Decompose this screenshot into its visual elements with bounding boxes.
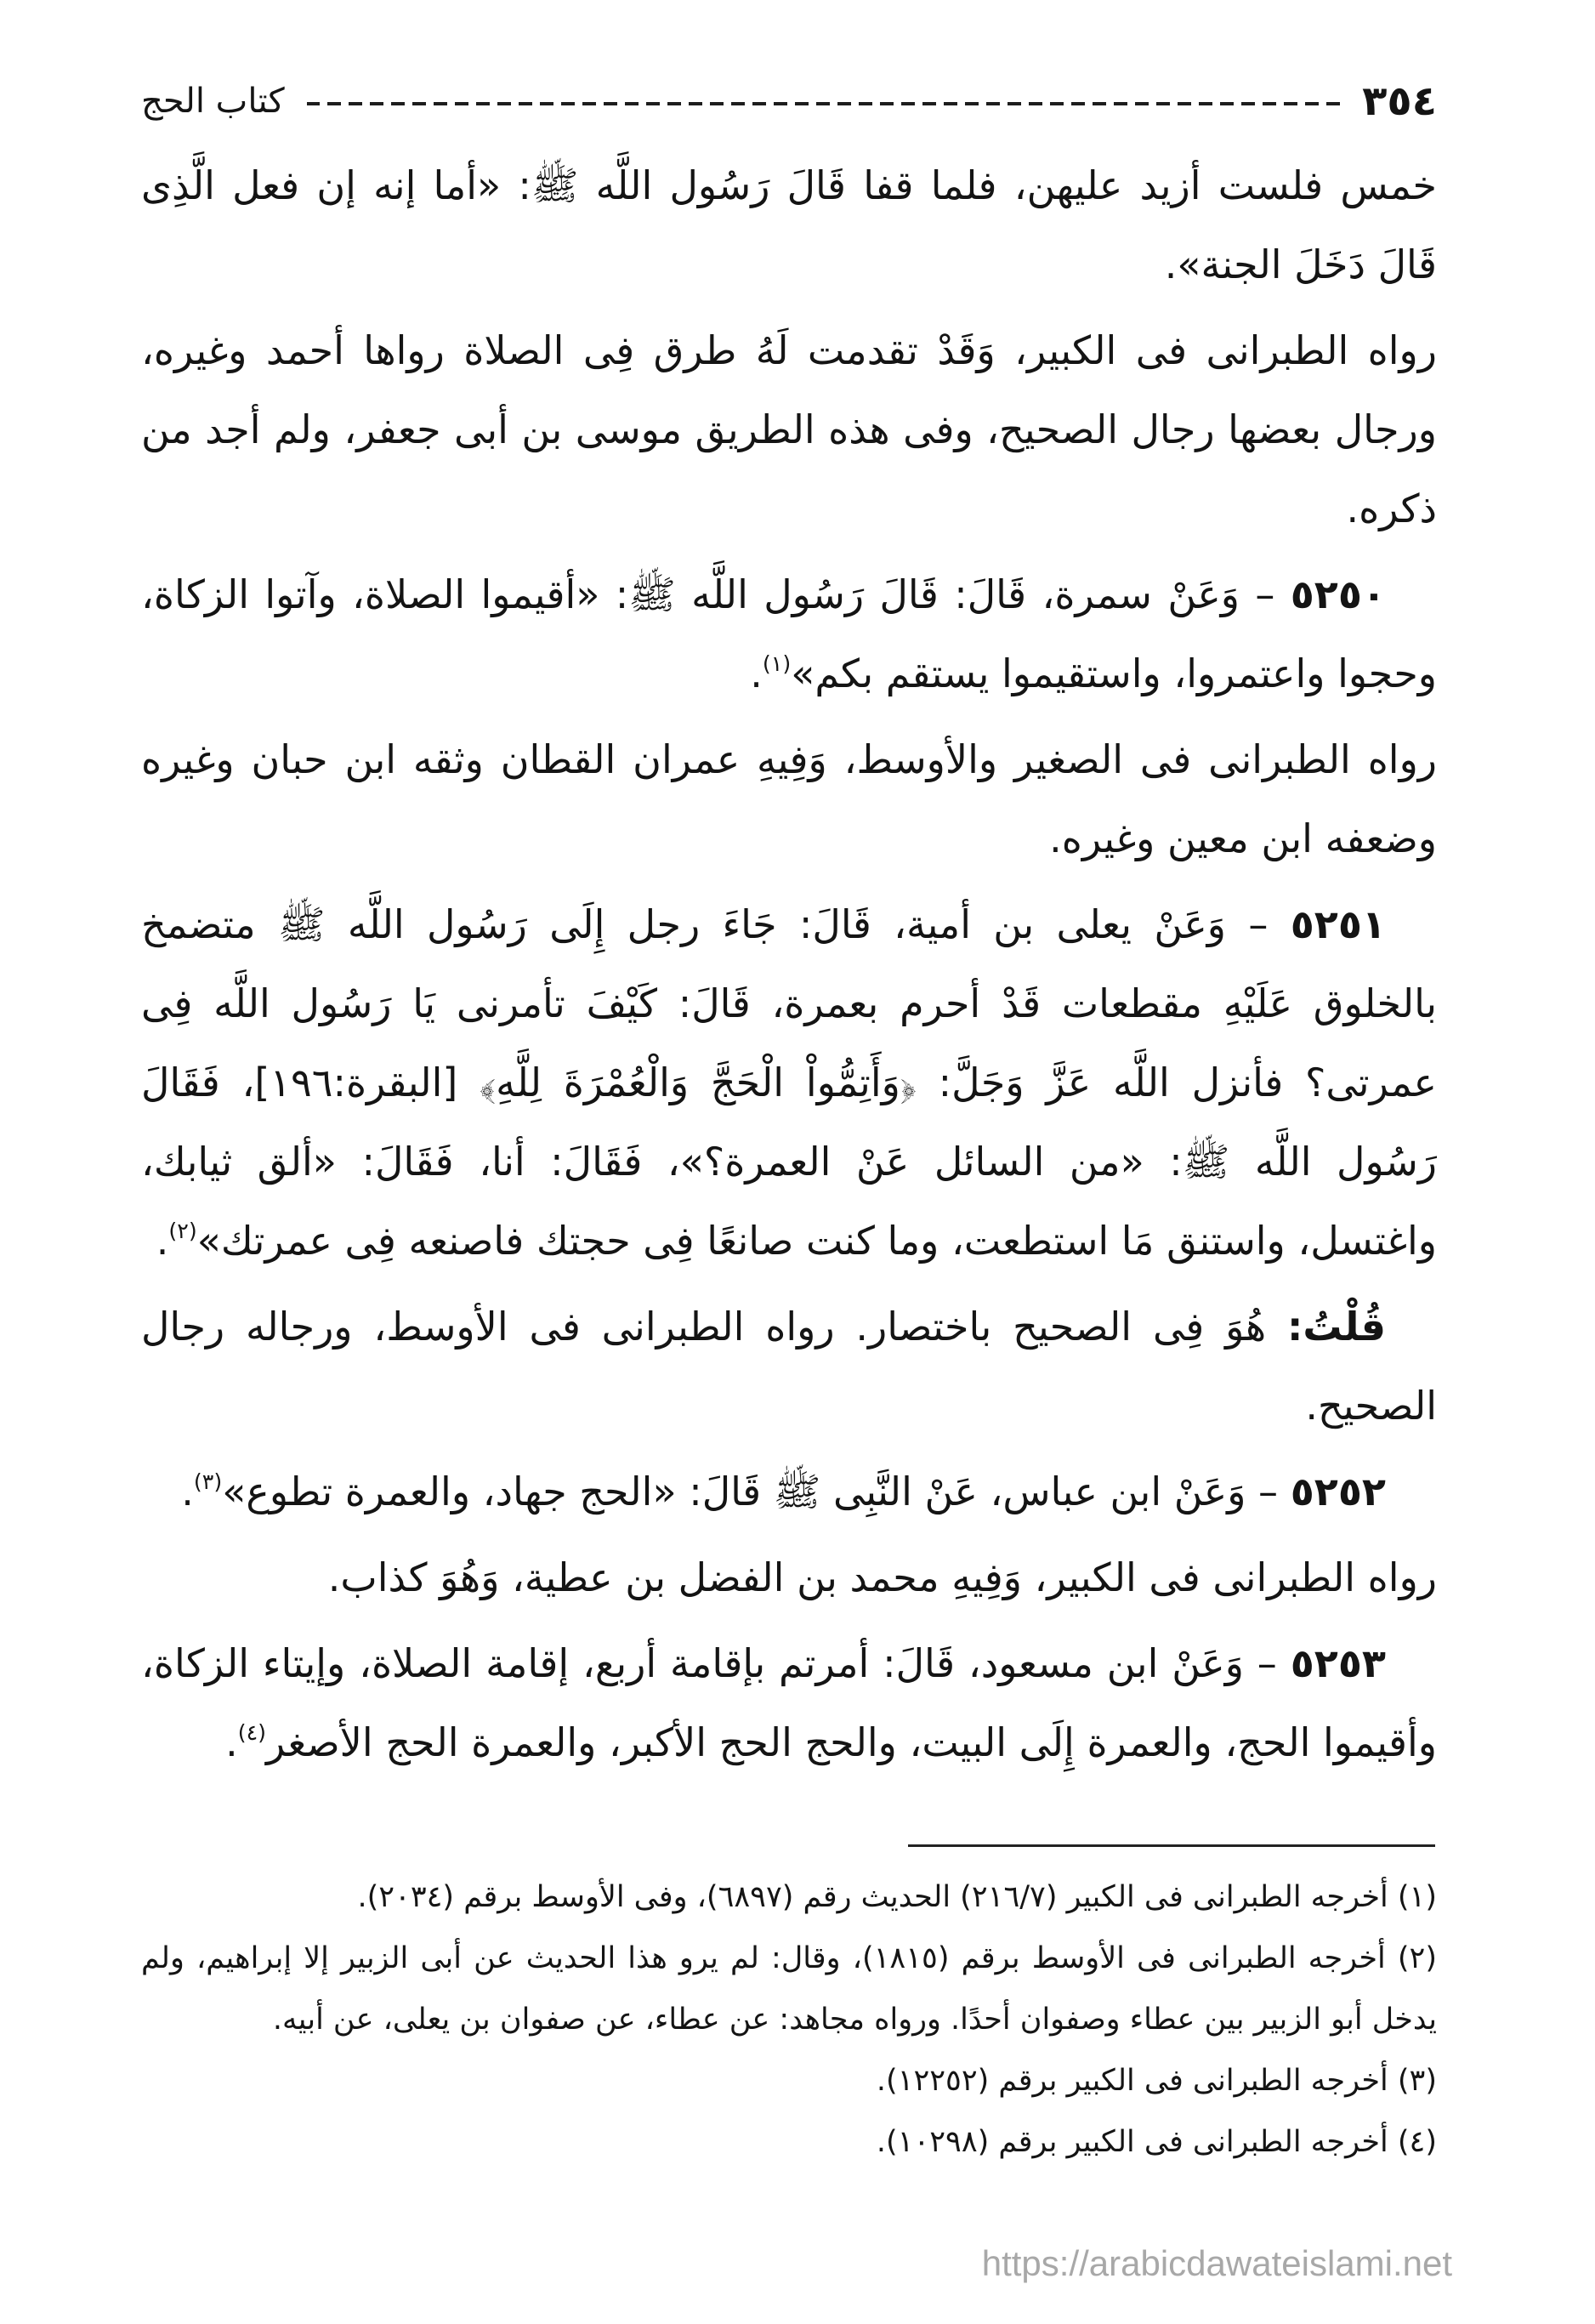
sentence-end: . bbox=[225, 1719, 238, 1765]
footnotes bbox=[141, 1867, 1437, 2239]
running-header bbox=[141, 75, 1437, 128]
footnote-3: (٣) أخرجه الطبرانى فى الكبير برقم (١٢٢٥٢). bbox=[876, 2064, 1437, 2098]
sentence-end: . bbox=[750, 651, 763, 696]
lead-word: قُلْتُ: bbox=[1287, 1304, 1387, 1350]
continuation-paragraph bbox=[141, 146, 1437, 304]
hadith-text: – وَعَنْ يعلى بن أمية، قَالَ: جَاءَ رجل إِلَى رَسُول اللَّه ﷺ متضمخ بالخلوق عَلَيْهِ مقطعات قَدْ أحرم بعمرة، قَالَ: كَيْفَ تأمرنى يَا رَسُول اللَّه فِى عمرتى؟ فأنزل اللَّه عَزَّ وَجَلَّ: ﴿وَأَتِمُّواْ الْحَجَّ وَالْعُمْرَةَ لِلَّهِ﴾ [البقرة:١٩٦]، فَقَالَ رَسُول اللَّه ﷺ: «من السائل عَنْ العمرة؟»، فَقَالَ: أنا، فَقَالَ: «ألق ثيابك، واغتسل، واستنق مَا استطعت، وما كنت صانعًا فِى حجتك فاصنعه فِى عمرتك» bbox=[141, 901, 1437, 1264]
hadith-5252 bbox=[141, 1452, 1437, 1531]
paragraph-text: خمس فلست أزيد عليهن، فلما قفا قَالَ رَسُول اللَّه ﷺ: «أما إنه إن فعل الَّذِى قَالَ دَخَلَ الجنة». bbox=[141, 162, 1437, 287]
hadith-number: ٥٢٥٠ bbox=[1290, 571, 1386, 617]
footnote-ref: (٣) bbox=[193, 1469, 223, 1495]
hadith-number: ٥٢٥١ bbox=[1290, 901, 1387, 947]
paragraph-text: رواه الطبرانى فى الكبير، وَقَدْ تقدمت لَهُ طرق فِى الصلاة رواها أحمد وغيره، ورجال بعضها رجال الصحيح، وفى هذه الطريق موسى بن أبى جعفر، ولم أجد من ذكره. bbox=[141, 327, 1437, 531]
hadith-text: – وَعَنْ سمرة، قَالَ: قَالَ رَسُول اللَّه ﷺ: «أقيموا الصلاة، وآتوا الزكاة، وحجوا واعتمروا، واستقيموا يستقم بكم» bbox=[141, 571, 1437, 696]
running-title: كتاب الحج bbox=[141, 82, 285, 121]
commentary-paragraph bbox=[141, 1538, 1437, 1617]
hadith-5250 bbox=[141, 555, 1437, 713]
footnote-ref: (٤) bbox=[237, 1720, 267, 1746]
sentence-end: . bbox=[156, 1218, 169, 1264]
hadith-text: – وَعَنْ ابن عباس، عَنْ النَّبِى ﷺ قَالَ: «الحج جهاد، والعمرة تطوع» bbox=[222, 1469, 1279, 1514]
page-number: ٣٥٤ bbox=[1362, 77, 1437, 125]
paragraph-text: رواه الطبرانى فى الصغير والأوسط، وَفِيهِ عمران القطان وثقه ابن حبان وغيره وضعفه ابن معين وغيره. bbox=[141, 736, 1437, 861]
footnote-separator bbox=[908, 1844, 1435, 1847]
hadith-number: ٥٢٥٢ bbox=[1290, 1469, 1386, 1514]
hadith-text: – وَعَنْ ابن مسعود، قَالَ: أمرتم بإقامة أربع، إقامة الصلاة، وإيتاء الزكاة، وأقيموا الحج، والعمرة إِلَى البيت، والحج الحج الأكبر، والعمرة الحج الأصغر bbox=[141, 1640, 1437, 1765]
footnote-4: (٤) أخرجه الطبرانى فى الكبير برقم (١٠٢٩٨). bbox=[876, 2125, 1437, 2159]
paragraph-text: رواه الطبرانى فى الكبير، وَفِيهِ محمد بن الفضل بن عطية، وَهُوَ كذاب. bbox=[327, 1554, 1437, 1600]
commentary-paragraph bbox=[141, 311, 1437, 548]
hadith-5251 bbox=[141, 885, 1437, 1281]
commentary-paragraph bbox=[141, 720, 1437, 878]
footnote-1: (١) أخرجه الطبرانى فى الكبير (٢١٦/٧) الحديث رقم (٦٨٩٧)، وفى الأوسط برقم (٢٠٣٤). bbox=[357, 1880, 1437, 1914]
commentary-paragraph bbox=[141, 1287, 1437, 1446]
watermark-url: https://arabicdawateislami.net bbox=[981, 2243, 1452, 2283]
footnote-2: (٢) أخرجه الطبرانى فى الأوسط برقم (١٨١٥)، وقال: لم يرو هذا الحديث عن أبى الزبير إلا إبراهيم، ولم يدخل أبو الزبير بين عطاء وصفوان أحدًا. ورواه مجاهد: عن عطاء، عن صفوان بن يعلى، عن أبيه. bbox=[141, 1941, 1437, 2037]
hadith-5253 bbox=[141, 1624, 1437, 1782]
hadith-number: ٥٢٥٣ bbox=[1290, 1640, 1387, 1686]
main-text bbox=[141, 146, 1437, 1826]
header-dashed-rule bbox=[307, 102, 1340, 105]
footnote-ref: (١) bbox=[762, 651, 792, 677]
sentence-end: . bbox=[181, 1469, 194, 1514]
footnote-ref: (٢) bbox=[168, 1219, 197, 1244]
paragraph-text: هُوَ فِى الصحيح باختصار. رواه الطبرانى فى الأوسط، ورجاله رجال الصحيح. bbox=[141, 1304, 1437, 1429]
